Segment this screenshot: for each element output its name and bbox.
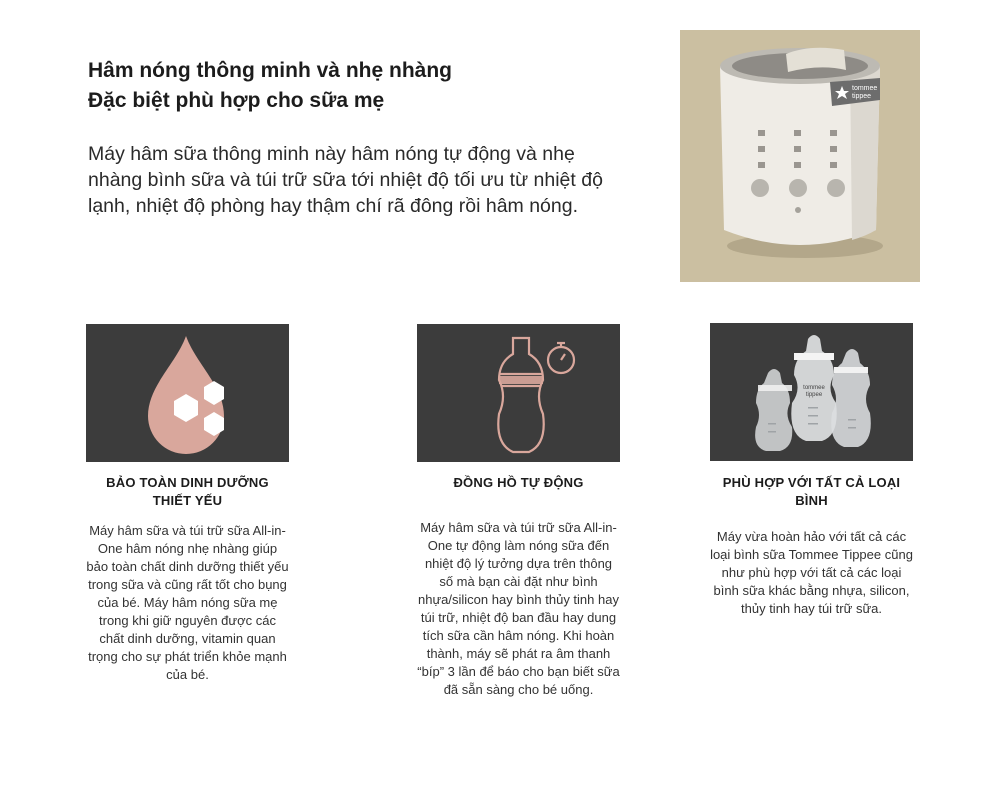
bottle-warmer-illustration	[680, 30, 920, 282]
product-image	[680, 30, 920, 282]
intro-paragraph: Máy hâm sữa thông minh này hâm nóng tự động và nhẹ nhàng bình sữa và túi trữ sữa tới nhiệt độ tối ưu từ nhiệt độ lạnh, nhiệt độ phòng hay thậm chí rã đông rồi hâm nóng.	[88, 143, 603, 217]
feature-text-timer: Máy hâm sữa và túi trữ sữa All-in-One tự động làm nóng sữa đến nhiệt độ lý tưởng dựa trên thông số mà bạn cài đặt như bình nhựa/silicon hay bình thủy tinh hay túi trữ, nhiệt độ ban đầu hay dung tích sữa cần hâm nóng. Khi hoàn thành, máy sẽ phát ra âm thanh “bíp” 3 lần để báo cho bạn biết sữa đã sẵn sàng cho bé uống.	[417, 520, 620, 697]
feature-title-timer: ĐỒNG HỒ TỰ ĐỘNG	[453, 475, 584, 490]
bottle-brand-line-2: tippee	[805, 392, 823, 398]
page-headline	[88, 56, 648, 116]
feature-image-timer	[417, 324, 620, 462]
feature-title-nutrition: BẢO TOÀN DINH DƯỠNG THIẾT YẾU	[106, 475, 269, 508]
hero-brand-line-2: tippee	[852, 93, 872, 100]
bottle-brand-line-1: tommee	[803, 385, 825, 391]
nutrient-drop-icon	[86, 324, 289, 462]
baby-bottles-icon	[710, 323, 913, 461]
headline-line-2: Đặc biệt phù hợp cho sữa mẹ	[88, 89, 385, 112]
feature-title-bottles: PHÙ HỢP VỚI TẤT CẢ LOẠI BÌNH	[722, 475, 901, 508]
feature-image-bottles	[710, 323, 913, 461]
hero-brand-line-1: tommee	[852, 85, 878, 92]
feature-text-nutrition: Máy hâm sữa và túi trữ sữa All-in-One hâm nóng nhẹ nhàng giúp bảo toàn chất dinh dưỡng thiết yếu trong sữa và cũng rất tốt cho bụng của bé. Máy hâm nóng sữa mẹ trong khi giữ nguyên được các chất dinh dưỡng, vitamin quan trọng cho sự phát triển khỏe mạnh của bé.	[86, 523, 289, 682]
headline-line-1: Hâm nóng thông minh và nhẹ nhàng	[88, 59, 452, 82]
feature-text-bottles: Máy vừa hoàn hảo với tất cả các loại bình sữa Tommee Tippee cũng như phù hợp với tất cả các loại bình sữa khác bằng nhựa, silicon, thủy tinh hay túi trữ sữa.	[710, 529, 913, 616]
bottle-timer-icon	[417, 324, 620, 462]
feature-image-nutrition	[86, 324, 289, 462]
